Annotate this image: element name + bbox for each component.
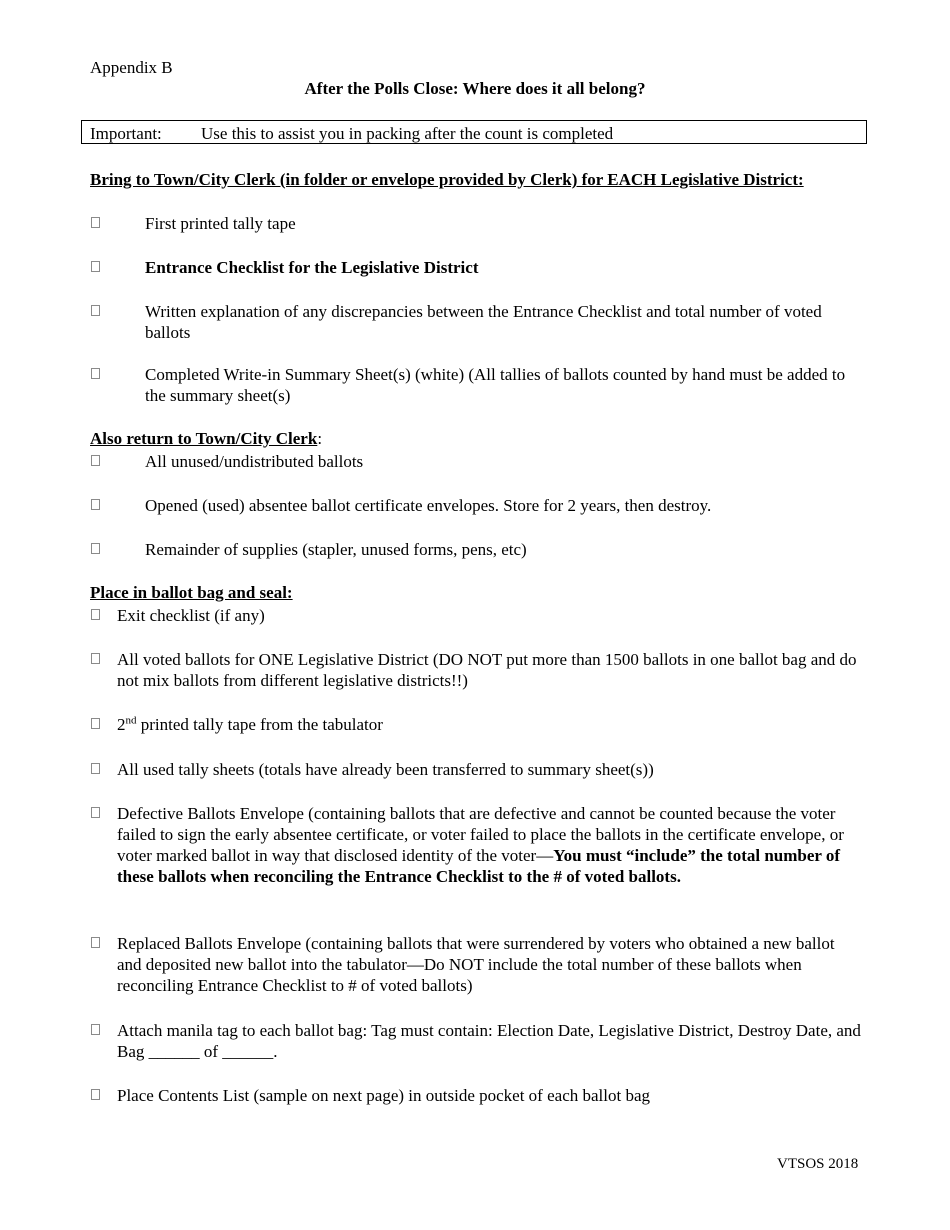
checklist-item: First printed tally tape	[145, 214, 296, 233]
checklist-item: Written explanation of any discrepancies between the Entrance Checklist and total number of voted ballots	[145, 302, 822, 342]
checkbox[interactable]	[91, 807, 100, 818]
checklist-item: Remainder of supplies (stapler, unused forms, pens, etc)	[145, 540, 527, 559]
heading-suffix: :	[317, 429, 323, 448]
checkbox[interactable]	[91, 455, 100, 466]
checkbox[interactable]	[91, 718, 100, 729]
checklist-item: Place Contents List (sample on next page) in outside pocket of each ballot bag	[117, 1086, 650, 1105]
checklist-item: Entrance Checklist for the Legislative District	[145, 258, 479, 277]
appendix-label: Appendix B	[90, 58, 173, 77]
item-bold-note: You must “include” the total number of these ballots when reconciling the Entrance Checklist to the # of voted ballots.	[117, 846, 841, 886]
footer-text: VTSOS 2018	[777, 1156, 859, 1172]
section-heading-text: Also return to Town/City Clerk	[90, 429, 318, 448]
section-heading-bring-to-clerk: Bring to Town/City Clerk (in folder or envelope provided by Clerk) for EACH Legislative District:	[90, 170, 804, 189]
checkbox[interactable]	[91, 609, 100, 620]
checkbox[interactable]	[91, 1089, 100, 1100]
section-heading-ballot-bag: Place in ballot bag and seal:	[90, 583, 293, 602]
checkbox[interactable]	[91, 261, 100, 272]
checklist-item: All unused/undistributed ballots	[145, 452, 364, 471]
item-text: printed tally tape from the tabulator	[136, 715, 383, 734]
checklist-item: Exit checklist (if any)	[117, 606, 265, 625]
checkbox[interactable]	[91, 543, 100, 554]
page-title: After the Polls Close: Where does it all belong?	[304, 79, 646, 98]
checkbox[interactable]	[91, 305, 100, 316]
checklist-item: Completed Write-in Summary Sheet(s) (white) (All tallies of ballots counted by hand must be added to the summary sheet(s)	[145, 365, 846, 405]
checklist-item: All voted ballots for ONE Legislative District (DO NOT put more than 1500 ballots in one ballot bag and do not mix ballots from different legislative districts!!)	[117, 650, 857, 690]
ordinal-suffix: nd	[125, 714, 137, 727]
section-heading-also-return	[90, 428, 322, 449]
checklist-item: Replaced Ballots Envelope (containing ballots that were surrendered by voters who obtained a new ballot and deposited new ballot into the tabulator—Do NOT include the total number of these ballots when reconciling Entrance Checklist to # of voted ballots)	[117, 934, 835, 995]
checkbox[interactable]	[91, 217, 100, 228]
important-box	[81, 120, 867, 144]
checklist-item	[117, 714, 862, 735]
ordinal-number: 2	[117, 715, 126, 734]
checkbox[interactable]	[91, 937, 100, 948]
checklist-item: All used tally sheets (totals have already been transferred to summary sheet(s))	[117, 760, 654, 779]
important-label: Important:	[90, 124, 162, 143]
item-text: Defective Ballots Envelope (containing ballots that are defective and cannot be counted because the voter failed to sign the early absentee certificate, or voter failed to place the ballots in the certificate envelope, or voter marked ballot in way that disclosed identity of the voter—	[117, 804, 844, 865]
checkbox[interactable]	[91, 499, 100, 510]
checkbox[interactable]	[91, 1024, 100, 1035]
checkbox[interactable]	[91, 763, 100, 774]
checklist-item: Attach manila tag to each ballot bag: Tag must contain: Election Date, Legislative District, Destroy Date, and Bag ______ of ______.	[117, 1021, 861, 1061]
checklist-item: Opened (used) absentee ballot certificate envelopes. Store for 2 years, then destroy.	[145, 496, 712, 515]
checkbox[interactable]	[91, 653, 100, 664]
checkbox[interactable]	[91, 368, 100, 379]
important-text: Use this to assist you in packing after the count is completed	[201, 124, 614, 143]
checklist-item	[117, 803, 862, 887]
